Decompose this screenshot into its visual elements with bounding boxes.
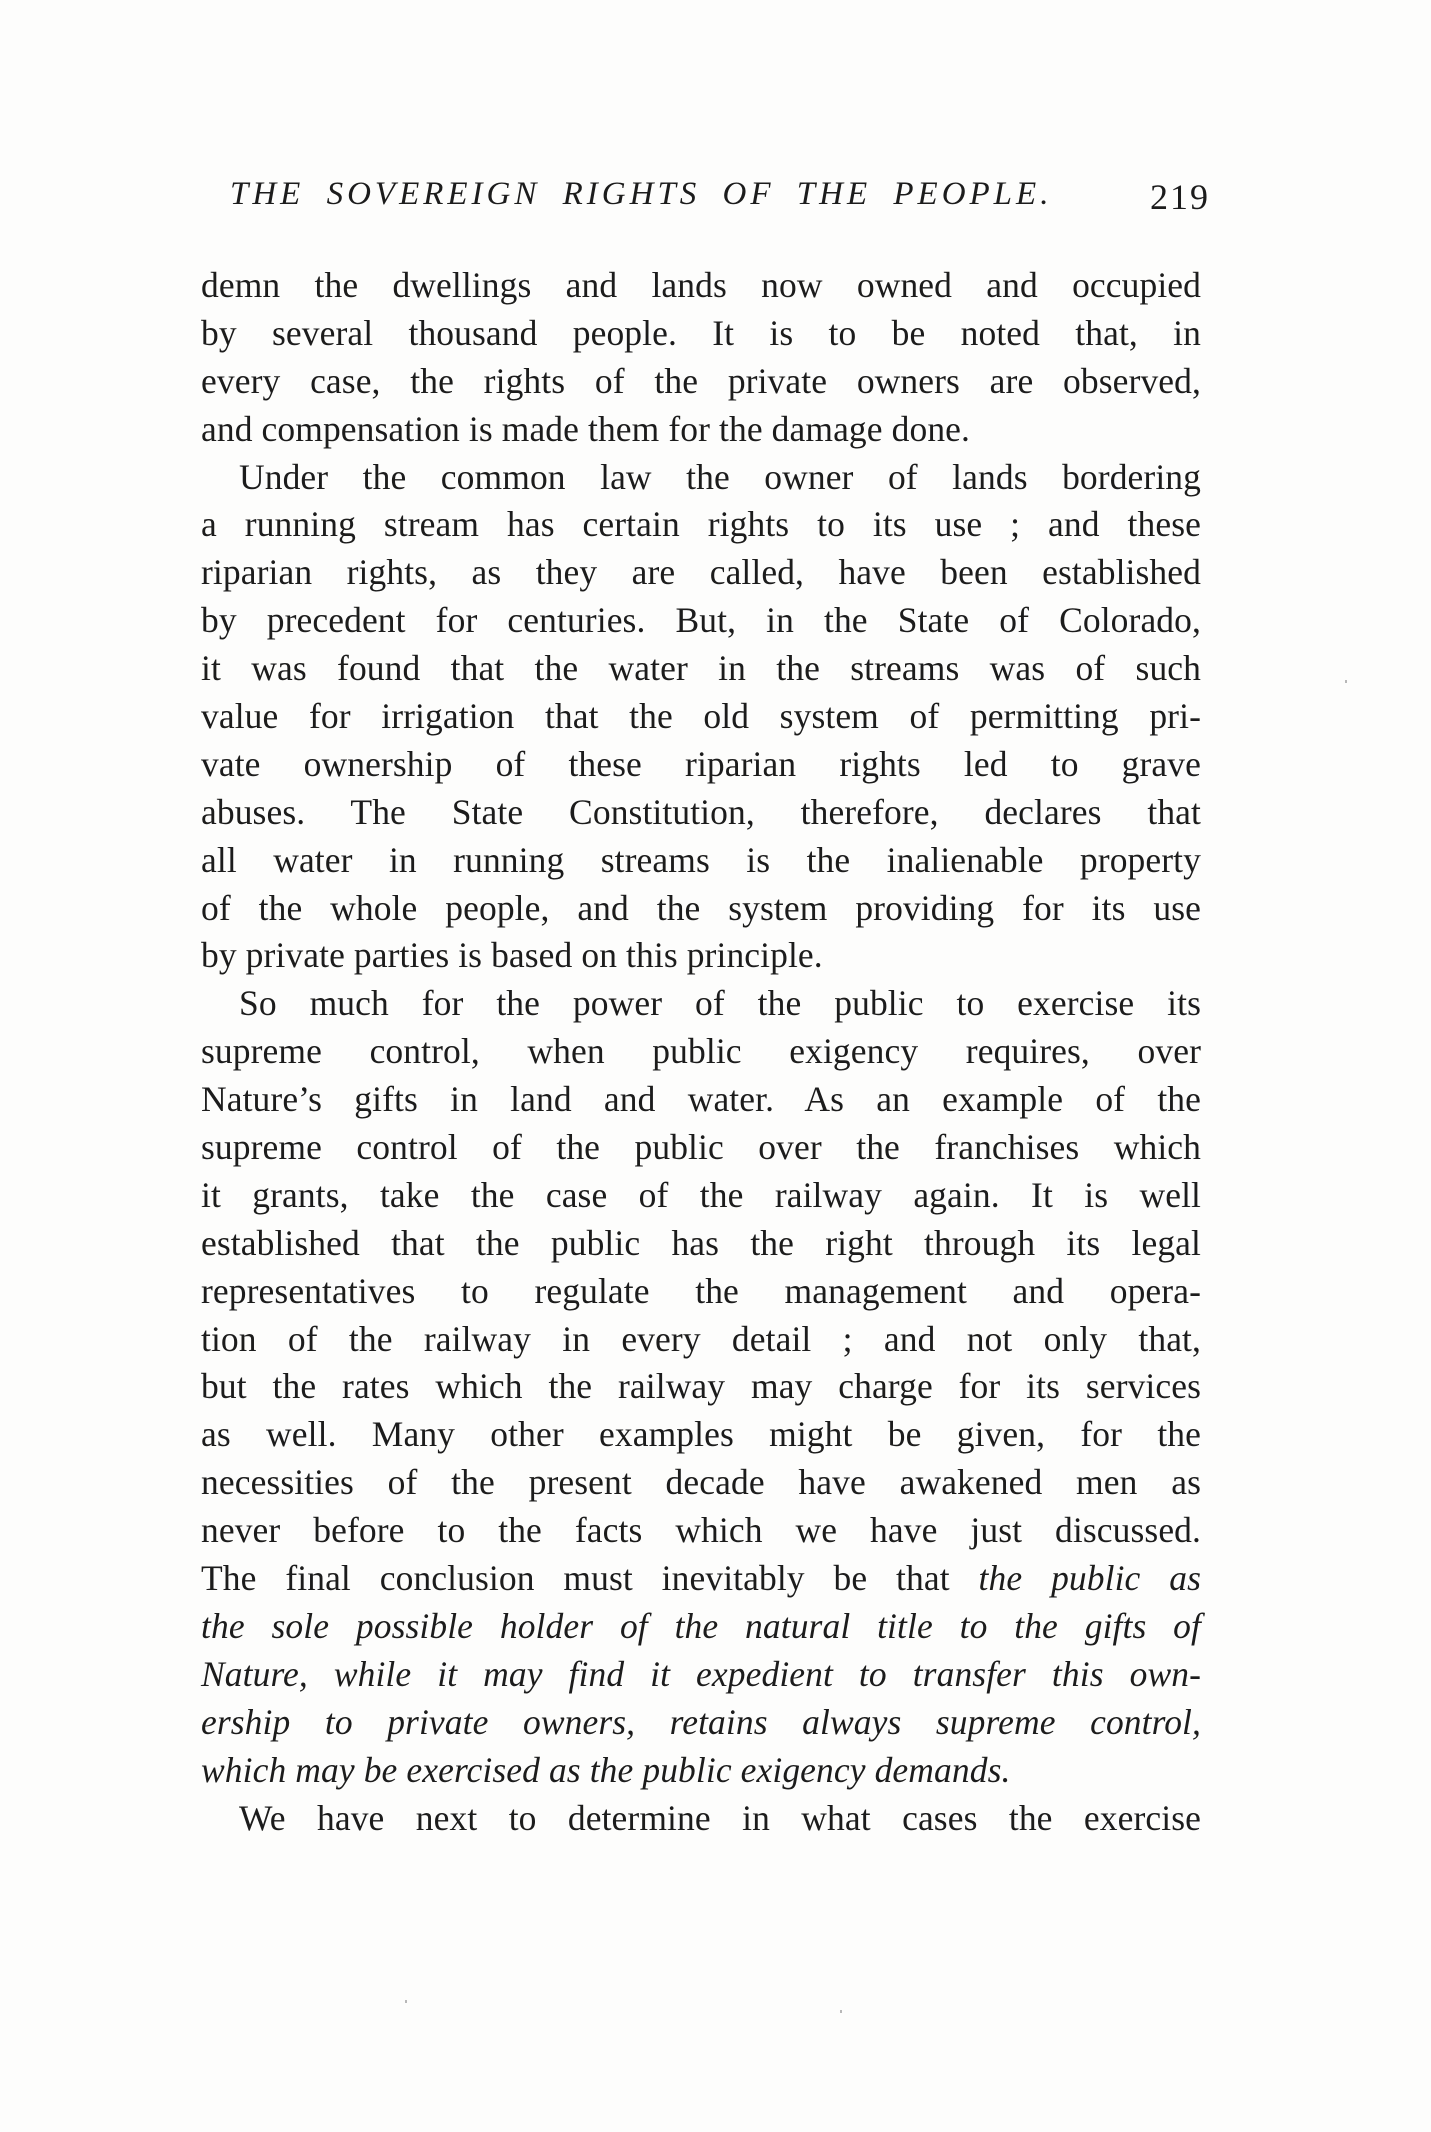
text-line: by several thousand people. It is to be noted that, in: [201, 312, 1201, 353]
page-header: [230, 176, 1210, 232]
text-line: representatives to regulate the management and opera-: [201, 1270, 1201, 1311]
text-line: ership to private owners, retains always supreme control,: [201, 1701, 1201, 1742]
scan-speck: [405, 2000, 407, 2003]
text-line: of the whole people, and the system providing for its use: [201, 887, 1201, 928]
text-line: Under the common law the owner of lands bordering: [239, 456, 1201, 497]
text-line: a running stream has certain rights to its use ; and these: [201, 504, 1201, 545]
text-line: by precedent for centuries. But, in the State of Colorado,: [201, 600, 1201, 641]
text-line: supreme control, when public exigency requires, over: [201, 1031, 1201, 1072]
text-line: Nature’s gifts in land and water. As an example of the: [201, 1079, 1201, 1120]
text-line: and compensation is made them for the damage done.: [201, 408, 970, 449]
text-line: but the rates which the railway may charge for its services: [201, 1366, 1201, 1407]
text-line-italic: the public as: [978, 1558, 1202, 1599]
text-line: established that the public has the right through its legal: [201, 1222, 1201, 1263]
text-line: tion of the railway in every detail ; and not only that,: [201, 1318, 1201, 1359]
text-line: it was found that the water in the streams was of such: [201, 648, 1201, 689]
text-line: vate ownership of these riparian rights led to grave: [201, 743, 1201, 784]
text-line: which may be exercised as the public exigency demands.: [201, 1749, 1011, 1790]
text-line: all water in running streams is the inalienable property: [201, 839, 1201, 880]
text-line: never before to the facts which we have just discussed.: [201, 1510, 1201, 1551]
page-number: 219: [1150, 177, 1210, 217]
text-line: it grants, take the case of the railway again. It is well: [201, 1174, 1201, 1215]
text-line-roman: The final conclusion must inevitably be that: [201, 1558, 950, 1599]
text-line: necessities of the present decade have awakened men as: [201, 1462, 1201, 1503]
text-line: value for irrigation that the old system of permitting pri-: [201, 696, 1201, 737]
text-line: [201, 1555, 1201, 1603]
scan-speck: [840, 2010, 842, 2013]
text-line: abuses. The State Constitution, therefore, declares that: [201, 791, 1201, 832]
scan-speck: [1345, 680, 1347, 683]
text-line: by private parties is based on this principle.: [201, 935, 823, 976]
text-line: So much for the power of the public to exercise its: [239, 983, 1201, 1024]
text-line: every case, the rights of the private owners are observed,: [201, 360, 1201, 401]
text-line: as well. Many other examples might be given, for the: [201, 1414, 1201, 1455]
text-line: Nature, while it may find it expedient to transfer this own-: [201, 1653, 1201, 1694]
running-title: THE SOVEREIGN RIGHTS OF THE PEOPLE.: [230, 176, 1053, 212]
text-line: We have next to determine in what cases the exercise: [239, 1797, 1201, 1838]
body-text: [201, 262, 1201, 1842]
text-line: demn the dwellings and lands now owned and occupied: [201, 265, 1201, 305]
text-line: the sole possible holder of the natural title to the gifts of: [201, 1605, 1201, 1646]
text-line: riparian rights, as they are called, have been established: [201, 552, 1201, 593]
text-line: supreme control of the public over the franchises which: [201, 1127, 1201, 1168]
